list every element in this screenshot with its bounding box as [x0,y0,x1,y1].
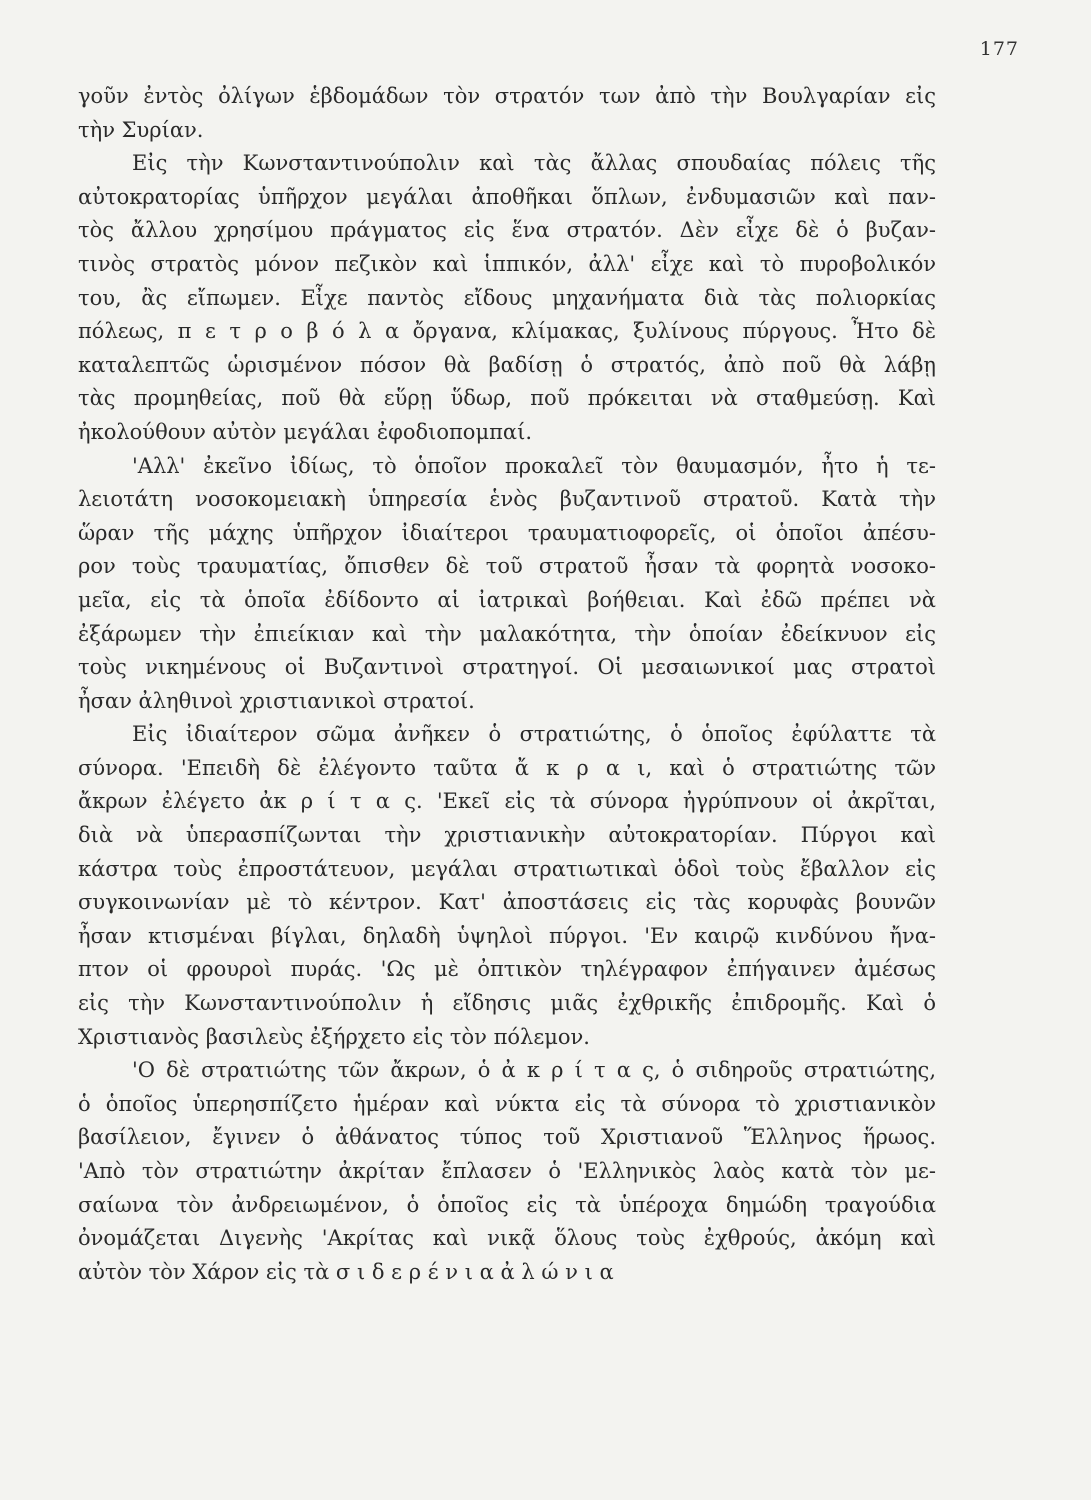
text-line: τὸς ἄλλου χρησίμου πράγματος εἰς ἕνα στρατόν. Δὲν εἶχε δὲ ὁ βυζαν- [78,218,936,243]
text-line: Εἰς τὴν Κωνσταντινούπολιν καὶ τὰς ἄλλας σπουδαίας πόλεις τῆς [132,151,936,176]
text-line: λειοτάτη νοσοκομειακὴ ὑπηρεσία ἑνὸς βυζαντινοῦ στρατοῦ. Κατὰ τὴν [78,487,936,512]
text-line: ὥραν τῆς μάχης ὑπῆρχον ἰδιαίτεροι τραυματιοφορεῖς, οἱ ὁποῖοι ἀπέσυ- [78,520,936,545]
text-line: Χριστιανὸς βασιλεὺς ἐξήρχετο εἰς τὸν πόλεμον. [78,1024,590,1049]
text-line: αὐτὸν τὸν Χάρον εἰς τὰ σ ι δ ε ρ έ ν ι α ἀ λ ώ ν ι α [78,1259,614,1284]
text-line: εἰς τὴν Κωνσταντινούπολιν ἡ εἴδησις μιᾶς ἐχθρικῆς ἐπιδρομῆς. Καὶ ὁ [78,991,936,1016]
text-line: ρον τοὺς τραυματίας, ὄπισθεν δὲ τοῦ στρατοῦ ἦσαν τὰ φορητὰ νοσοκο- [78,554,936,579]
page-number: 177 [979,38,1019,60]
text-line: Εἰς ἰδιαίτερον σῶμα ἀνῆκεν ὁ στρατιώτης, ὁ ὁποῖος ἐφύλαττε τὰ [132,722,936,747]
text-line: γοῦν ἐντὸς ὀλίγων ἑβδομάδων τὸν στρατόν των ἀπὸ τὴν Βουλγαρίαν εἰς [78,84,936,108]
text-line: κάστρα τοὺς ἐπροστάτευον, μεγάλαι στρατιωτικαὶ ὁδοὶ τοὺς ἔβαλλον εἰς [78,856,936,881]
text-line: ἐξάρωμεν τὴν ἐπιείκιαν καὶ τὴν μαλακότητα, τὴν ὁποίαν ἐδείκνυον εἰς [78,621,936,646]
text-line: μεῖα, εἰς τὰ ὁποῖα ἐδίδοντο αἱ ἰατρικαὶ βοήθειαι. Καὶ ἐδῶ πρέπει νὰ [78,587,936,612]
body-text [78,80,936,1289]
text-line: καταλεπτῶς ὡρισμένον πόσον θὰ βαδίσῃ ὁ στρατός, ἀπὸ ποῦ θὰ λάβῃ [78,352,936,377]
text-line: πόλεως, π ε τ ρ ο β ό λ α ὄργανα, κλίμακας, ξυλίνους πύργους. Ἦτο δὲ [78,319,936,344]
text-line: ἦσαν κτισμέναι βίγλαι, δηλαδὴ ὑψηλοὶ πύργοι. 'Εν καιρῷ κινδύνου ἤνα- [78,923,936,948]
paragraph [78,80,936,147]
text-line: ὀνομάζεται Διγενὴς 'Ακρίτας καὶ νικᾷ ὅλους τοὺς ἐχθρούς, ἀκόμη καὶ [78,1226,936,1251]
text-line: ἦσαν ἀληθινοὶ χριστιανικοὶ στρατοί. [78,688,475,713]
text-line: τοὺς νικημένους οἱ Βυζαντινοὶ στρατηγοί. Οἱ μεσαιωνικοί μας στρατοὶ [78,655,936,680]
text-line: συγκοινωνίαν μὲ τὸ κέντρον. Κατ' ἀποστάσεις εἰς τὰς κορυφὰς βουνῶν [78,890,936,915]
text-line: διὰ νὰ ὑπερασπίζωνται τὴν χριστιανικὴν αὐτοκρατορίαν. Πύργοι καὶ [78,823,936,848]
text-line: ἠκολούθουν αὐτὸν μεγάλαι ἐφοδιοπομπαί. [78,419,532,444]
text-line: αὐτοκρατορίας ὑπῆρχον μεγάλαι ἀποθῆκαι ὅπλων, ἐνδυμασιῶν καὶ παν- [78,184,936,209]
text-line: ἄκρων ἐλέγετο ἀκ ρ ί τ α ς. 'Εκεῖ εἰς τὰ σύνορα ἠγρύπνουν οἱ ἀκρῖται, [78,789,936,814]
text-line: του, ἂς εἴπωμεν. Εἶχε παντὸς εἴδους μηχανήματα διὰ τὰς πολιορκίας [78,285,936,310]
paragraph [78,718,936,1054]
text-line: τὰς προμηθείας, ποῦ θὰ εὕρῃ ὕδωρ, ποῦ πρόκειται νὰ σταθμεύσῃ. Καὶ [78,386,936,411]
text-line: 'Απὸ τὸν στρατιώτην ἀκρίταν ἔπλασεν ὁ 'Ελληνικὸς λαὸς κατὰ τὸν με- [78,1159,936,1183]
text-line: σύνορα. 'Επειδὴ δὲ ἐλέγοντο ταῦτα ἄ κ ρ α ι, καὶ ὁ στρατιώτης τῶν [78,755,936,780]
paragraph [78,147,936,449]
text-line: τὴν Συρίαν. [78,117,204,142]
text-line: πτον οἱ φρουροὶ πυράς. 'Ως μὲ ὀπτικὸν τηλέγραφον ἐπήγαινεν ἀμέσως [78,957,936,982]
paragraph [78,1054,936,1289]
paragraph [78,450,936,719]
text-line: ὁ ὁποῖος ὑπερησπίζετο ἡμέραν καὶ νύκτα εἰς τὰ σύνορα τὸ χριστιανικὸν [78,1091,936,1116]
text-line: 'Αλλ' ἐκεῖνο ἰδίως, τὸ ὁποῖον προκαλεῖ τὸν θαυμασμόν, ἦτο ἡ τε- [132,453,936,478]
text-line: τινὸς στρατὸς μόνον πεζικὸν καὶ ἱππικόν, ἀλλ' εἶχε καὶ τὸ πυροβολικόν [78,251,936,276]
text-line: 'Ο δὲ στρατιώτης τῶν ἄκρων, ὁ ἀ κ ρ ί τ α ς, ὁ σιδηροῦς στρατιώτης, [132,1058,936,1083]
text-line: βασίλειον, ἔγινεν ὁ ἀθάνατος τύπος τοῦ Χριστιανοῦ Ἕλληνος ἥρωος. [78,1125,936,1150]
text-line: σαίωνα τὸν ἀνδρειωμένον, ὁ ὁποῖος εἰς τὰ ὑπέροχα δημώδη τραγούδια [78,1192,936,1217]
